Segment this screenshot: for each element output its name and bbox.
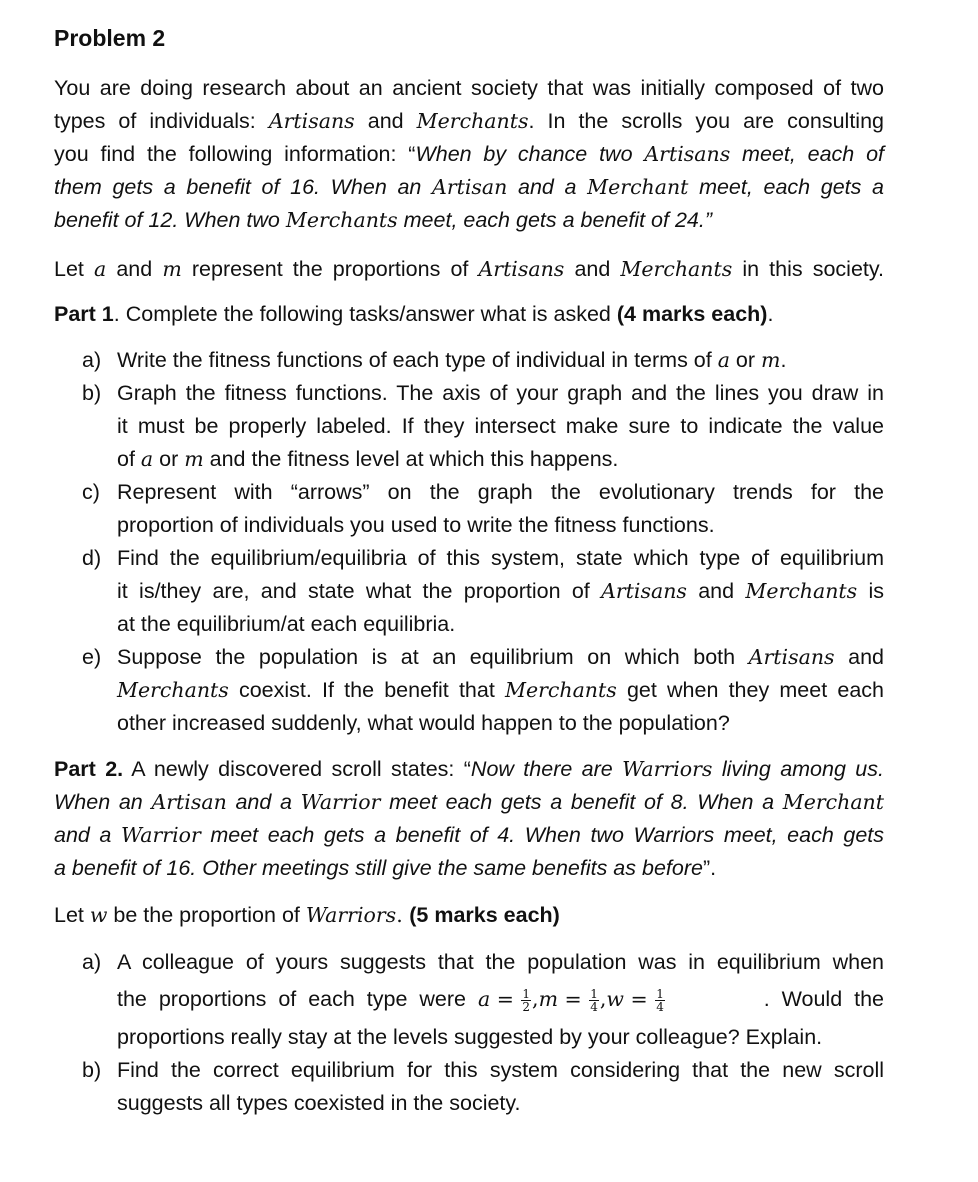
intro-text: You are doing research about an ancient society that was initially composed of two: [54, 76, 884, 100]
intro-text: you find the following information: “: [54, 142, 416, 166]
item-text: Write the fitness functions of each type of individual in terms of: [117, 348, 718, 372]
part2-item-b-line1: [117, 1054, 884, 1087]
intro-quote: meet, each gets a benefit of 24.”: [397, 208, 713, 232]
part1-item-b-line3: [117, 443, 884, 476]
merchants-term: Merchants: [416, 109, 529, 133]
part1-item-c-line2: [117, 509, 884, 542]
item-text: is: [857, 579, 885, 603]
fraction-one-quarter: [655, 988, 665, 1013]
comma: ,: [599, 987, 607, 1011]
comma: ,: [532, 987, 539, 1011]
fraction-one-half: [521, 988, 531, 1013]
page-title: Problem 2: [54, 25, 166, 51]
part2-item-a-line1: [117, 946, 884, 979]
item-text: Represent with “arrows” on the graph the evolutionary trends for the: [117, 480, 884, 504]
intro-line-1: [54, 72, 884, 105]
item-label: b): [82, 381, 102, 405]
item-label: a): [82, 950, 102, 974]
item-text: Find the correct equilibrium for this system considering that the new scroll: [117, 1058, 884, 1082]
fraction-denominator: 2: [522, 999, 531, 1014]
item-text: and the fitness level at which this happens.: [203, 447, 619, 471]
part2-quote: meet each gets a benefit of 8. When a: [380, 790, 783, 814]
item-text: at the equilibrium/at each equilibria.: [117, 612, 456, 636]
fraction-one-quarter: [589, 988, 599, 1013]
artisans-term: Artisans: [268, 109, 355, 133]
merchants-term: Merchants: [504, 678, 617, 702]
intro-line-4: [54, 171, 884, 204]
definition-text: be the proportion of: [107, 903, 306, 927]
part1-item-d-line2: [117, 575, 884, 608]
intro-text: . In the scrolls you are consulting: [528, 109, 884, 133]
warriors-term: Warriors: [305, 903, 397, 927]
part2-text: ”.: [702, 856, 717, 880]
item-label: c): [82, 480, 100, 504]
part2-text: A newly discovered scroll states: “: [123, 757, 471, 781]
item-text: other increased suddenly, what would happen to the population?: [117, 711, 730, 735]
intro-line-2: [54, 105, 884, 138]
part1-text: .: [767, 302, 774, 326]
fraction-numerator: 1: [522, 986, 531, 1001]
item-label: b): [82, 1058, 102, 1082]
intro-text: types of individuals:: [54, 109, 269, 133]
variable-a: a: [94, 257, 107, 281]
definition-text: Let: [54, 903, 90, 927]
intro-quote: When by chance two: [415, 142, 645, 166]
part2-item-a-line2: [117, 983, 884, 1016]
intro-line-5: [54, 204, 884, 237]
part1-text: . Complete the following tasks/answer what is asked: [113, 302, 617, 326]
definition-text: and: [106, 257, 163, 281]
intro-quote: benefit of 12. When two: [54, 208, 286, 232]
equals-sign: =: [490, 987, 521, 1011]
part2-label: Part 2.: [54, 757, 124, 781]
part2-item-b-line2: [117, 1087, 884, 1120]
intro-quote: meet, each of: [730, 142, 884, 166]
merchants-term: Merchants: [285, 208, 398, 232]
item-text: suggests all types coexisted in the society.: [117, 1091, 521, 1115]
part2-definition: [54, 899, 884, 932]
item-text: the proportions of each type were: [117, 987, 478, 1011]
variable-w: w: [89, 903, 108, 927]
item-text: and: [686, 579, 746, 603]
fraction-numerator: 1: [590, 986, 598, 1001]
artisans-term: Artisans: [748, 645, 835, 669]
item-text: it must be properly labeled. If they intersect make sure to indicate the value: [117, 414, 884, 438]
variable-m: m: [162, 257, 182, 281]
equals-sign: =: [623, 987, 655, 1011]
warriors-term: Warriors: [622, 757, 713, 781]
variable-m: m: [538, 987, 559, 1011]
item-text: coexist. If the benefit that: [228, 678, 505, 702]
part2-quote: living among us.: [712, 757, 884, 781]
part2-quote: meet each gets a benefit of 4. When two Warriors meet, each gets: [200, 823, 885, 847]
equals-sign: =: [558, 987, 589, 1011]
definition-text: and: [564, 257, 621, 281]
item-text: A colleague of yours suggests that the population was in equilibrium when: [117, 950, 884, 974]
part2-line-3: [54, 819, 884, 852]
variable-w: w: [606, 987, 624, 1011]
merchants-term: Merchants: [117, 678, 229, 702]
warrior-term: Warrior: [120, 823, 201, 847]
part1-item-b-line2: [117, 410, 884, 443]
merchant-term: Merchant: [782, 790, 885, 814]
part2-quote: When an: [54, 790, 152, 814]
item-text: .: [780, 348, 787, 372]
artisans-term: Artisans: [644, 142, 731, 166]
part2-quote: and a: [54, 823, 121, 847]
part2-item-a-line3: [117, 1021, 884, 1054]
part1-heading: [54, 298, 884, 331]
part1-item-d-line1: [117, 542, 884, 575]
fraction-denominator: 4: [656, 999, 664, 1014]
intro-quote: meet, each gets a: [688, 175, 884, 199]
part2-line-2: [54, 786, 884, 819]
variable-m: m: [184, 447, 204, 471]
part2-line-4: [54, 852, 884, 885]
part1-item-b-line1: [117, 377, 884, 410]
intro-quote: them gets a benefit of 16. When an: [54, 175, 433, 199]
fraction-numerator: 1: [656, 986, 664, 1001]
part1-item-e-line2: [117, 674, 884, 707]
variable-a: a: [717, 348, 730, 372]
item-text: and: [834, 645, 884, 669]
part1-label: Part 1: [54, 302, 114, 326]
item-text: or: [729, 348, 762, 372]
definition-line: [54, 253, 884, 286]
item-text: proportions really stay at the levels suggested by your colleague? Explain.: [117, 1025, 823, 1049]
variable-a: a: [140, 447, 154, 471]
part1-item-c-line1: [117, 476, 884, 509]
artisans-term: Artisans: [478, 257, 565, 281]
item-label: d): [82, 546, 102, 570]
item-text: of: [117, 447, 141, 471]
item-label: a): [82, 348, 102, 372]
item-text: get when they meet each: [616, 678, 884, 702]
intro-text: and: [354, 109, 417, 133]
part1-item-a: [117, 344, 884, 377]
item-label: e): [82, 645, 102, 669]
definition-text: Let: [54, 257, 94, 281]
artisan-term: Artisan: [151, 790, 227, 814]
part1-item-e-line3: [117, 707, 884, 740]
definition-text: represent the proportions of: [181, 257, 479, 281]
artisans-term: Artisans: [601, 579, 687, 603]
definition-text: .: [396, 903, 410, 927]
part1-marks: (4 marks each): [616, 302, 768, 326]
intro-line-3: [54, 138, 884, 171]
warrior-term: Warrior: [300, 790, 381, 814]
merchants-term: Merchants: [745, 579, 858, 603]
merchants-term: Merchants: [620, 257, 733, 281]
variable-a: a: [477, 987, 491, 1011]
definition-text: in this society.: [732, 257, 884, 281]
part2-quote: and a: [226, 790, 301, 814]
item-text: or: [153, 447, 185, 471]
variable-m: m: [761, 348, 781, 372]
item-text: Suppose the population is at an equilibrium on which both: [117, 645, 749, 669]
fraction-denominator: 4: [590, 999, 598, 1014]
item-text: Graph the fitness functions. The axis of your graph and the lines you draw in: [117, 381, 884, 405]
part2-quote: a benefit of 16. Other meetings still give the same benefits as before: [54, 856, 703, 880]
item-text: proportion of individuals you used to write the fitness functions.: [117, 513, 715, 537]
part2-quote: Now there are: [470, 757, 623, 781]
part2-marks: (5 marks each): [409, 903, 560, 927]
artisan-term: Artisan: [432, 175, 508, 199]
intro-quote: and a: [507, 175, 588, 199]
item-text: Find the equilibrium/equilibria of this system, state which type of equilibrium: [117, 546, 884, 570]
part2-line-1: [54, 753, 884, 786]
part1-item-e-line1: [117, 641, 884, 674]
part1-item-d-line3: [117, 608, 884, 641]
item-text: . Would the: [763, 987, 884, 1011]
item-text: it is/they are, and state what the proportion of: [117, 579, 602, 603]
merchant-term: Merchant: [587, 175, 689, 199]
